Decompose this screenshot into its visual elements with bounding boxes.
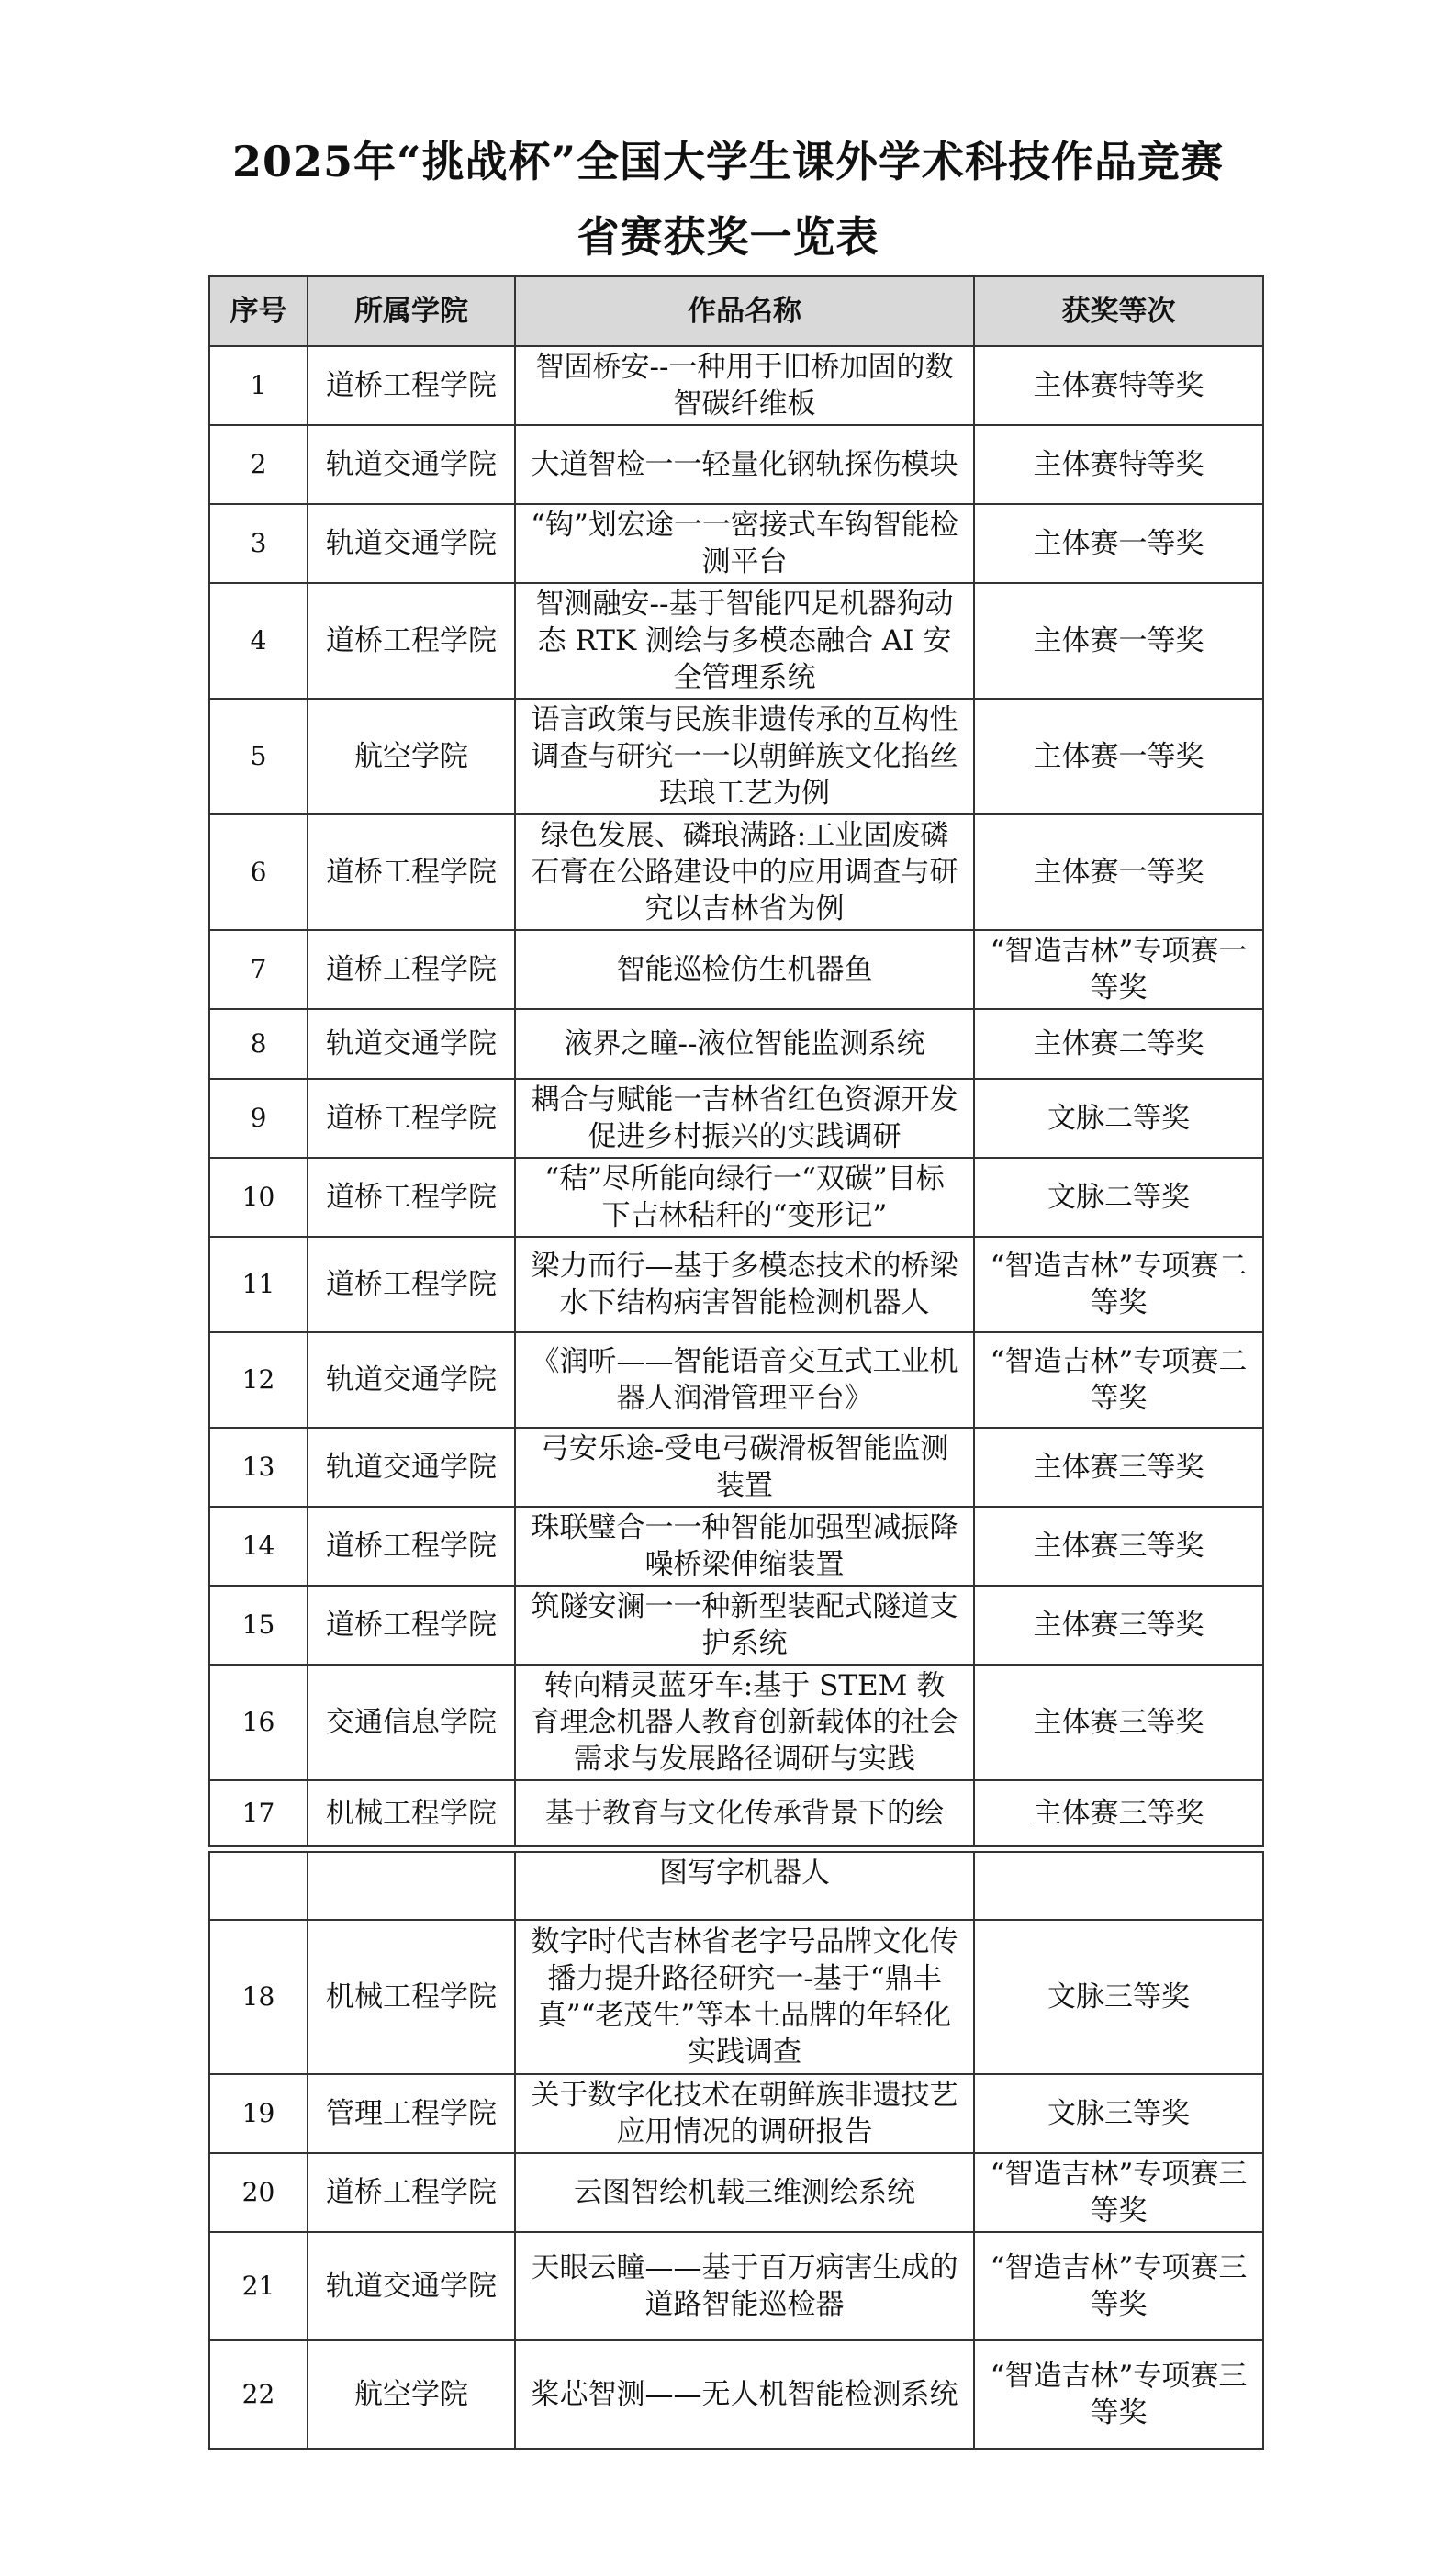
cell-college: 机械工程学院 xyxy=(308,1920,515,2074)
cell-no: 5 xyxy=(209,699,308,814)
header-award: 获奖等次 xyxy=(974,276,1263,346)
cell-work: 《润听——智能语音交互式工业机器人润滑管理平台》 xyxy=(515,1332,974,1428)
awards-table-continued xyxy=(208,1851,1264,2450)
cell-work: 筑隧安澜一一种新型装配式隧道支护系统 xyxy=(515,1586,974,1665)
cell-award: 主体赛三等奖 xyxy=(974,1586,1263,1665)
cell-work: 智测融安--基于智能四足机器狗动态 RTK 测绘与多模态融合 AI 安全管理系统 xyxy=(515,583,974,699)
cell-work: 耦合与赋能一吉林省红色资源开发促进乡村振兴的实践调研 xyxy=(515,1079,974,1158)
cell-college: 轨道交通学院 xyxy=(308,1332,515,1428)
cell-no: 20 xyxy=(209,2153,308,2232)
cell-college: 管理工程学院 xyxy=(308,2074,515,2153)
cell-work: 绿色发展、磷琅满路:工业固废磷石膏在公路建设中的应用调查与研究以吉林省为例 xyxy=(515,814,974,930)
cell-college: 轨道交通学院 xyxy=(308,1009,515,1079)
cell-award: 文脉三等奖 xyxy=(974,2074,1263,2153)
cell-award: 主体赛特等奖 xyxy=(974,425,1263,504)
table-row xyxy=(209,814,1263,930)
cell-no: 8 xyxy=(209,1009,308,1079)
cell-work: 液界之瞳--液位智能监测系统 xyxy=(515,1009,974,1079)
table-row xyxy=(209,425,1263,504)
cell-no: 17 xyxy=(209,1780,308,1846)
table-row-continuation xyxy=(209,1852,1263,1920)
table-row xyxy=(209,1920,1263,2074)
table-row xyxy=(209,930,1263,1009)
table-row xyxy=(209,1780,1263,1846)
cell-work: 语言政策与民族非遗传承的互构性调查与研究一一以朝鲜族文化掐丝珐琅工艺为例 xyxy=(515,699,974,814)
table-row xyxy=(209,1586,1263,1665)
cell-no: 6 xyxy=(209,814,308,930)
cell-work: 基于教育与文化传承背景下的绘 xyxy=(515,1780,974,1846)
cell-award: “智造吉林”专项赛三等奖 xyxy=(974,2340,1263,2449)
cell-college: 轨道交通学院 xyxy=(308,1428,515,1507)
awards-table xyxy=(208,275,1264,1847)
cell-college: 道桥工程学院 xyxy=(308,930,515,1009)
table-row xyxy=(209,1009,1263,1079)
cell-work: 天眼云瞳——基于百万病害生成的道路智能巡检器 xyxy=(515,2232,974,2340)
table-row xyxy=(209,1507,1263,1586)
cell-college: 交通信息学院 xyxy=(308,1665,515,1780)
cell-no: 1 xyxy=(209,346,308,425)
table-row xyxy=(209,1332,1263,1428)
cell-award: 主体赛三等奖 xyxy=(974,1780,1263,1846)
table-row xyxy=(209,699,1263,814)
cell-no: 21 xyxy=(209,2232,308,2340)
cell-work: 大道智检一一轻量化钢轨探伤模块 xyxy=(515,425,974,504)
cell-award: 主体赛二等奖 xyxy=(974,1009,1263,1079)
cell-no: 13 xyxy=(209,1428,308,1507)
cell-college: 航空学院 xyxy=(308,2340,515,2449)
cell-award: “智造吉林”专项赛三等奖 xyxy=(974,2153,1263,2232)
table-row xyxy=(209,1158,1263,1237)
cell-award: “智造吉林”专项赛三等奖 xyxy=(974,2232,1263,2340)
header-no: 序号 xyxy=(209,276,308,346)
cell-award: 文脉三等奖 xyxy=(974,1920,1263,2074)
cell-college: 轨道交通学院 xyxy=(308,2232,515,2340)
cell-no: 7 xyxy=(209,930,308,1009)
table-row xyxy=(209,2232,1263,2340)
cell-award: “智造吉林”专项赛二等奖 xyxy=(974,1237,1263,1332)
cell-work: “秸”尽所能向绿行一“双碳”目标下吉林秸秆的“变形记” xyxy=(515,1158,974,1237)
cell-work: 数字时代吉林省老字号品牌文化传播力提升路径研究一-基于“鼎丰真”“老茂生”等本土品牌的年轻化实践调查 xyxy=(515,1920,974,2074)
cell-award: 文脉二等奖 xyxy=(974,1079,1263,1158)
cell-work: 智固桥安--一种用于旧桥加固的数智碳纤维板 xyxy=(515,346,974,425)
cell-no: 10 xyxy=(209,1158,308,1237)
cell-no: 4 xyxy=(209,583,308,699)
cell-college: 道桥工程学院 xyxy=(308,1158,515,1237)
cell-college: 道桥工程学院 xyxy=(308,346,515,425)
table-row xyxy=(209,2074,1263,2153)
document-title: 2025年“挑战杯”全国大学生课外学术科技作品竞赛 xyxy=(232,137,1224,186)
cell-award: 主体赛一等奖 xyxy=(974,583,1263,699)
cell-work: 关于数字化技术在朝鲜族非遗技艺应用情况的调研报告 xyxy=(515,2074,974,2153)
header-college: 所属学院 xyxy=(308,276,515,346)
cell-no: 11 xyxy=(209,1237,308,1332)
header-work: 作品名称 xyxy=(515,276,974,346)
cell-work: 云图智绘机载三维测绘系统 xyxy=(515,2153,974,2232)
cell-college: 道桥工程学院 xyxy=(308,1507,515,1586)
cell-work: 转向精灵蓝牙车:基于 STEM 教育理念机器人教育创新载体的社会需求与发展路径调研与实践 xyxy=(515,1665,974,1780)
cell-no: 22 xyxy=(209,2340,308,2449)
cell-award: 主体赛三等奖 xyxy=(974,1507,1263,1586)
cell-award: 主体赛一等奖 xyxy=(974,504,1263,583)
cell-college: 航空学院 xyxy=(308,699,515,814)
cell-work: 桨芯智测——无人机智能检测系统 xyxy=(515,2340,974,2449)
cell-award: “智造吉林”专项赛二等奖 xyxy=(974,1332,1263,1428)
cell-college: 道桥工程学院 xyxy=(308,1586,515,1665)
cell-work: 弓安乐途-受电弓碳滑板智能监测装置 xyxy=(515,1428,974,1507)
cell-no: 14 xyxy=(209,1507,308,1586)
table-row xyxy=(209,1237,1263,1332)
cell-award: 主体赛一等奖 xyxy=(974,814,1263,930)
table-row xyxy=(209,2340,1263,2449)
cell-no: 16 xyxy=(209,1665,308,1780)
cell-work: 图写字机器人 xyxy=(515,1852,974,1920)
cell-award xyxy=(974,1852,1263,1920)
cell-work: 智能巡检仿生机器鱼 xyxy=(515,930,974,1009)
cell-award: 主体赛一等奖 xyxy=(974,699,1263,814)
cell-work: “钩”划宏途一一密接式车钩智能检测平台 xyxy=(515,504,974,583)
table-row xyxy=(209,1428,1263,1507)
cell-college: 道桥工程学院 xyxy=(308,583,515,699)
cell-college: 机械工程学院 xyxy=(308,1780,515,1846)
cell-college: 轨道交通学院 xyxy=(308,425,515,504)
cell-no: 9 xyxy=(209,1079,308,1158)
table-row xyxy=(209,1079,1263,1158)
cell-no xyxy=(209,1852,308,1920)
table-header-row xyxy=(209,276,1263,346)
cell-award: “智造吉林”专项赛一等奖 xyxy=(974,930,1263,1009)
cell-no: 2 xyxy=(209,425,308,504)
cell-college xyxy=(308,1852,515,1920)
document-subtitle: 省赛获奖一览表 xyxy=(577,212,879,262)
cell-no: 12 xyxy=(209,1332,308,1428)
cell-college: 道桥工程学院 xyxy=(308,1079,515,1158)
cell-award: 主体赛特等奖 xyxy=(974,346,1263,425)
cell-college: 道桥工程学院 xyxy=(308,1237,515,1332)
table-row xyxy=(209,346,1263,425)
cell-no: 15 xyxy=(209,1586,308,1665)
table-row xyxy=(209,504,1263,583)
cell-college: 道桥工程学院 xyxy=(308,2153,515,2232)
table-row xyxy=(209,2153,1263,2232)
cell-no: 3 xyxy=(209,504,308,583)
cell-no: 19 xyxy=(209,2074,308,2153)
cell-work: 珠联璧合一一种智能加强型减振降噪桥梁伸缩装置 xyxy=(515,1507,974,1586)
cell-award: 主体赛三等奖 xyxy=(974,1665,1263,1780)
cell-college: 道桥工程学院 xyxy=(308,814,515,930)
cell-work: 梁力而行—基于多模态技术的桥梁水下结构病害智能检测机器人 xyxy=(515,1237,974,1332)
table-row xyxy=(209,1665,1263,1780)
cell-no: 18 xyxy=(209,1920,308,2074)
table-row xyxy=(209,583,1263,699)
cell-college: 轨道交通学院 xyxy=(308,504,515,583)
cell-award: 文脉二等奖 xyxy=(974,1158,1263,1237)
cell-award: 主体赛三等奖 xyxy=(974,1428,1263,1507)
